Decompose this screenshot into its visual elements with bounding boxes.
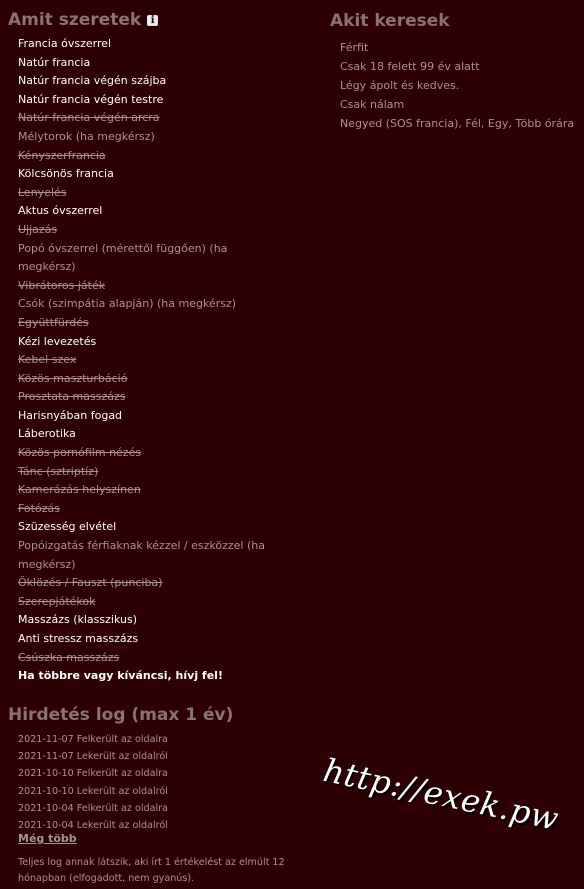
like-item: Mélytorok (ha megkérsz): [18, 129, 155, 143]
like-item: Közös maszturbáció: [18, 371, 128, 385]
like-item: Natúr francia: [18, 55, 91, 69]
like-item: Csók (szimpátia alapján) (ha megkérsz): [18, 297, 237, 311]
like-item: Tánc (sztriptíz): [18, 464, 99, 478]
log-note: Teljes log annak látszik, aki írt 1 értékelést az elmúlt 12 hónapban (elfogadott, nem gyanús).: [18, 857, 285, 884]
likes-title-text: Amit szeretek: [8, 10, 142, 30]
call-to-action: Ha többre vagy kíváncsi, hívj fel!: [18, 669, 223, 683]
like-item: Kényszerfrancia: [18, 148, 106, 162]
seeking-item: Csak 18 felett 99 év alatt: [340, 60, 480, 73]
like-item: Harisnyában fogad: [18, 408, 123, 422]
info-icon[interactable]: i: [147, 15, 158, 26]
like-item: Szerepjátékok: [18, 594, 96, 608]
seeking-list: [340, 38, 584, 133]
like-item: Natúr francia végén arcra: [18, 111, 160, 125]
likes-title: [8, 10, 158, 30]
seeking-item: Férfit: [340, 41, 369, 54]
log-entry: 2021-10-04 Felkerült az oldalra: [18, 802, 168, 814]
like-item: Együttfürdés: [18, 315, 89, 329]
like-item: Kézi levezetés: [18, 334, 97, 348]
more-link[interactable]: Még több: [18, 832, 77, 845]
log-entry: 2021-10-10 Felkerült az oldalra: [18, 768, 168, 780]
log-entry: 2021-10-04 Lekerült az oldalról: [18, 820, 168, 832]
log-entry: 2021-10-10 Lekerült az oldalról: [18, 785, 168, 797]
like-item: Anti stressz masszázs: [18, 632, 139, 645]
like-item: Popóizgatás férfiaknak kézzel / eszközzel (ha megkérsz): [18, 539, 265, 571]
like-item: Öklözés / Fauszt (punciba): [18, 576, 163, 590]
like-item: Kölcsönös francia: [18, 167, 114, 181]
seeking-item: Negyed (SOS francia), Fél, Egy, Több órára: [340, 117, 575, 130]
seeking-item: Csak nálam: [340, 98, 405, 111]
like-item: Közös pornófilm nézés: [18, 446, 142, 460]
log-entry: 2021-11-07 Lekerült az oldalról: [18, 751, 168, 763]
like-item: Fotózás: [18, 501, 60, 515]
like-item: Natúr francia végén testre: [18, 92, 164, 106]
log-title: Hirdetés log (max 1 év): [8, 705, 234, 725]
likes-list: [18, 35, 283, 686]
like-item: Masszázs (klasszikus): [18, 613, 137, 627]
like-item: Francia óvszerrel: [18, 37, 112, 50]
seeking-title: Akit keresek: [330, 11, 450, 31]
like-item: Popó óvszerrel (mérettől függően) (ha megkérsz): [18, 241, 228, 274]
log-list: [18, 731, 168, 834]
seeking-item: Légy ápolt és kedves.: [340, 79, 460, 92]
like-item: Natúr francia végén szájba: [18, 74, 167, 88]
like-item: Vibrátoros játék: [18, 278, 106, 292]
like-item: Kebel szex: [18, 353, 77, 367]
like-item: Lenyelés: [18, 185, 67, 199]
like-item: Csúszka masszázs: [18, 650, 120, 664]
like-item: Szüzesség elvétel: [18, 520, 117, 534]
log-entry: 2021-11-07 Felkerült az oldalra: [18, 734, 168, 745]
watermark: http://exek.pw: [320, 751, 563, 838]
like-item: Ujjazás: [18, 222, 58, 236]
like-item: Láberotika: [18, 427, 76, 441]
like-item: Aktus óvszerrel: [18, 204, 103, 218]
like-item: Kamerázás helyszínen: [18, 483, 141, 497]
like-item: Prosztata masszázs: [18, 390, 126, 404]
